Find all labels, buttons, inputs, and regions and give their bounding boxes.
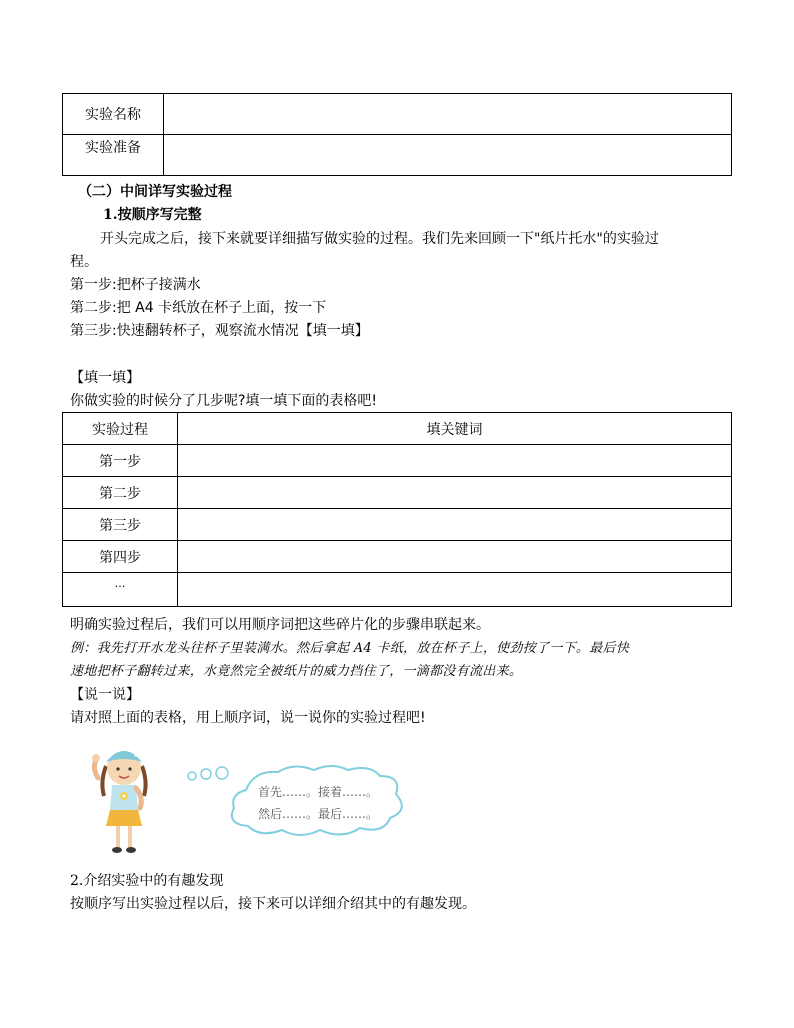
fill-prompt: 你做实验的时候分了几步呢?填一填下面的表格吧!	[70, 393, 378, 409]
table-header-row	[63, 413, 732, 445]
header-process: 实验过程	[63, 413, 178, 445]
intro-line-1: 开头完成之后，接下来就要详细描写做实验的过程。我们先来回顾一下"纸片托水"的实验过	[100, 231, 659, 247]
experiment-info-table	[62, 93, 732, 176]
header-keywords: 填关键词	[178, 413, 732, 445]
step-3: 第三步:快速翻转杯子，观察流水情况【填一填】	[70, 323, 369, 339]
table-row	[63, 573, 732, 607]
intro-line-2: 程。	[70, 254, 98, 270]
steps-table	[62, 412, 732, 607]
table-row	[63, 509, 732, 541]
row-label: 第一步	[63, 445, 178, 477]
row-label: 第三步	[63, 509, 178, 541]
keyword-cell[interactable]	[178, 573, 732, 607]
fill-heading: 【填一填】	[70, 370, 140, 386]
thought-bubble-medium	[201, 769, 211, 779]
step-2: 第二步:把 A4 卡纸放在杯子上面，按一下	[70, 300, 327, 316]
cloud-line-1: 首先……。接着……。	[258, 785, 379, 799]
row-label: 第四步	[63, 541, 178, 573]
cloud-shape	[232, 766, 402, 835]
keyword-cell[interactable]	[178, 445, 732, 477]
row-label: …	[63, 573, 178, 607]
after-table-text: 明确实验过程后，我们可以用顺序词把这些碎片化的步骤串联起来。	[70, 617, 490, 633]
step-1: 第一步:把杯子接满水	[70, 277, 201, 293]
row-label: 第二步	[63, 477, 178, 509]
section-title: （二）中间详写实验过程	[78, 184, 232, 200]
table-row	[63, 541, 732, 573]
thought-bubble-small	[188, 772, 196, 780]
speak-prompt: 请对照上面的表格，用上顺序词，说一说你的实验过程吧!	[70, 710, 426, 726]
girl-illustration	[84, 738, 164, 858]
experiment-name-cell[interactable]	[164, 94, 732, 135]
experiment-prep-label: 实验准备	[63, 135, 164, 176]
cloud-line-2: 然后……。最后……。	[258, 807, 379, 821]
keyword-cell[interactable]	[178, 477, 732, 509]
example-line-2: 速地把杯子翻转过来，水竟然完全被纸片的威力挡住了，一滴都没有流出来。	[70, 664, 523, 679]
thought-cloud	[184, 760, 424, 840]
table-row	[63, 445, 732, 477]
experiment-prep-cell[interactable]	[164, 135, 732, 176]
example-line-1: 例：我先打开水龙头往杯子里装满水。然后拿起 A4 卡纸，放在杯子上，使劲按了一下。最后快	[70, 641, 630, 656]
speak-heading: 【说一说】	[70, 687, 140, 703]
section2-title: 2.介绍实验中的有趣发现	[70, 873, 224, 889]
table-row	[63, 477, 732, 509]
thought-bubble-large	[216, 767, 228, 779]
experiment-name-label: 实验名称	[63, 94, 164, 135]
section2-text: 按顺序写出实验过程以后，接下来可以详细介绍其中的有趣发现。	[70, 896, 476, 912]
keyword-cell[interactable]	[178, 541, 732, 573]
keyword-cell[interactable]	[178, 509, 732, 541]
subsection-title: 1.按顺序写完整	[103, 207, 202, 223]
